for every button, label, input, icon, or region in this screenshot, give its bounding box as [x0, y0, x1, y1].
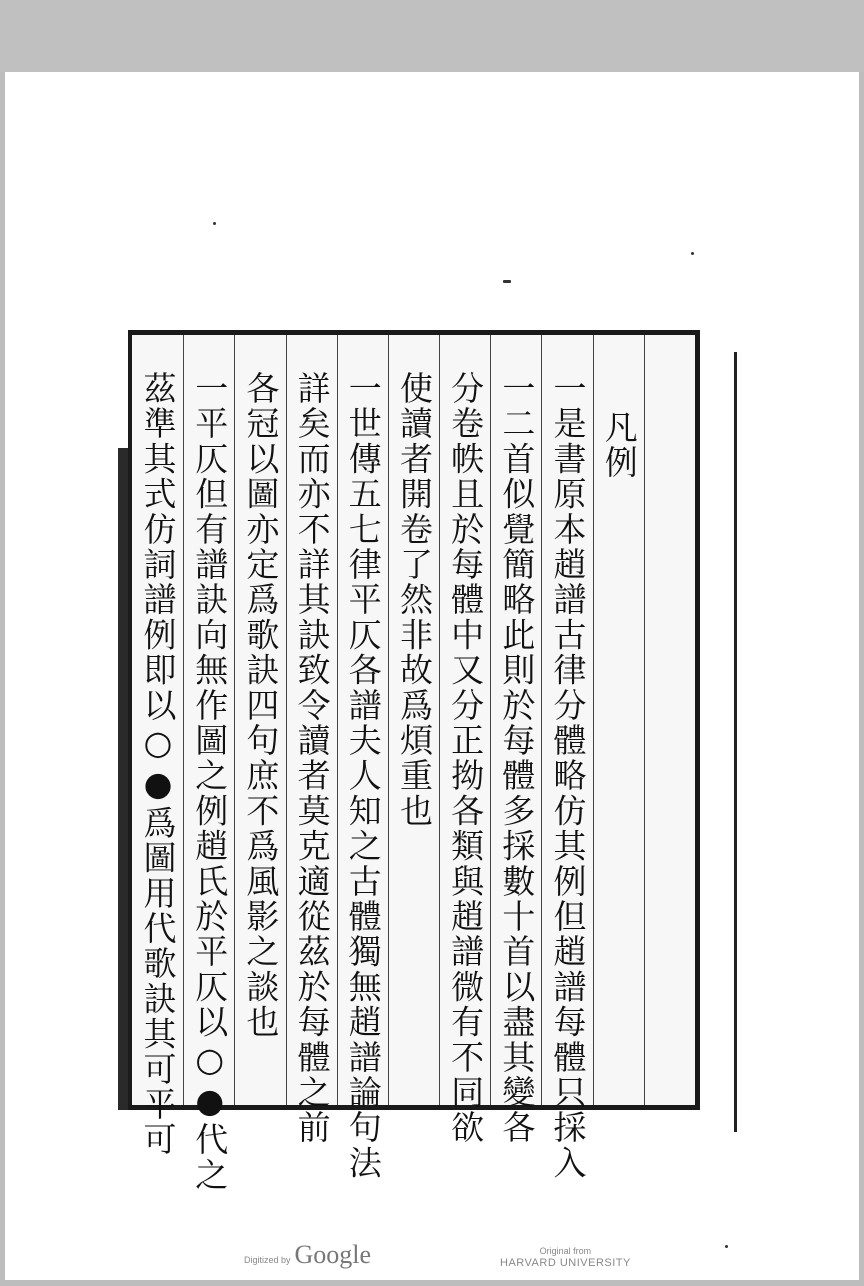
column-text: 一平仄但有譜訣向無作圖之例趙氏於平仄以○●代之	[190, 371, 230, 1193]
speck	[725, 1245, 728, 1248]
column-text: 各冠以圖亦定爲歌訣四句庶不爲風影之談也	[241, 371, 281, 1040]
text-column	[286, 335, 337, 1146]
text-column	[439, 335, 490, 1146]
column-text: 一二首似覺簡略此則於每體多採數十首以盡其變各	[497, 371, 537, 1146]
institution-label: HARVARD UNIVERSITY	[500, 1257, 631, 1269]
text-column	[132, 335, 183, 1158]
digitized-by-credit	[244, 1240, 371, 1270]
original-from-label: Original from	[539, 1246, 592, 1256]
column-text: 一世傳五七律平仄各譜夫人知之古體獨無趙譜論句法	[343, 371, 383, 1181]
text-column	[234, 335, 285, 1105]
text-columns	[132, 335, 695, 1193]
text-column	[644, 335, 695, 1105]
text-column	[490, 335, 541, 1146]
speck	[503, 280, 511, 283]
column-text: 詳矣而亦不詳其訣致令讀者莫克適從茲於每體之前	[292, 371, 332, 1146]
original-from-credit	[500, 1246, 631, 1270]
page-edge-line	[734, 352, 737, 1132]
binding-shadow	[118, 448, 128, 1110]
column-text: 分卷帙且於每體中又分正拗各類與趙譜微有不同欲	[446, 371, 486, 1146]
text-column	[541, 335, 592, 1181]
column-text: 凡例	[599, 410, 639, 481]
text-column	[183, 335, 234, 1193]
speck	[213, 222, 216, 225]
text-column	[337, 335, 388, 1181]
text-frame	[128, 330, 700, 1193]
speck	[691, 252, 694, 255]
column-text: 茲準其式仿詞譜例即以○●爲圖用代歌訣其可平可	[138, 371, 178, 1158]
digitized-by-label: Digitized by	[244, 1255, 291, 1265]
google-logo: Google	[294, 1240, 372, 1269]
text-column	[388, 335, 439, 1105]
text-column	[593, 335, 644, 1105]
column-text: 一是書原本趙譜古律分體略仿其例但趙譜每體只採入	[548, 371, 588, 1181]
viewer-top-band	[0, 0, 864, 72]
column-text: 使讀者開卷了然非故爲煩重也	[394, 371, 434, 829]
